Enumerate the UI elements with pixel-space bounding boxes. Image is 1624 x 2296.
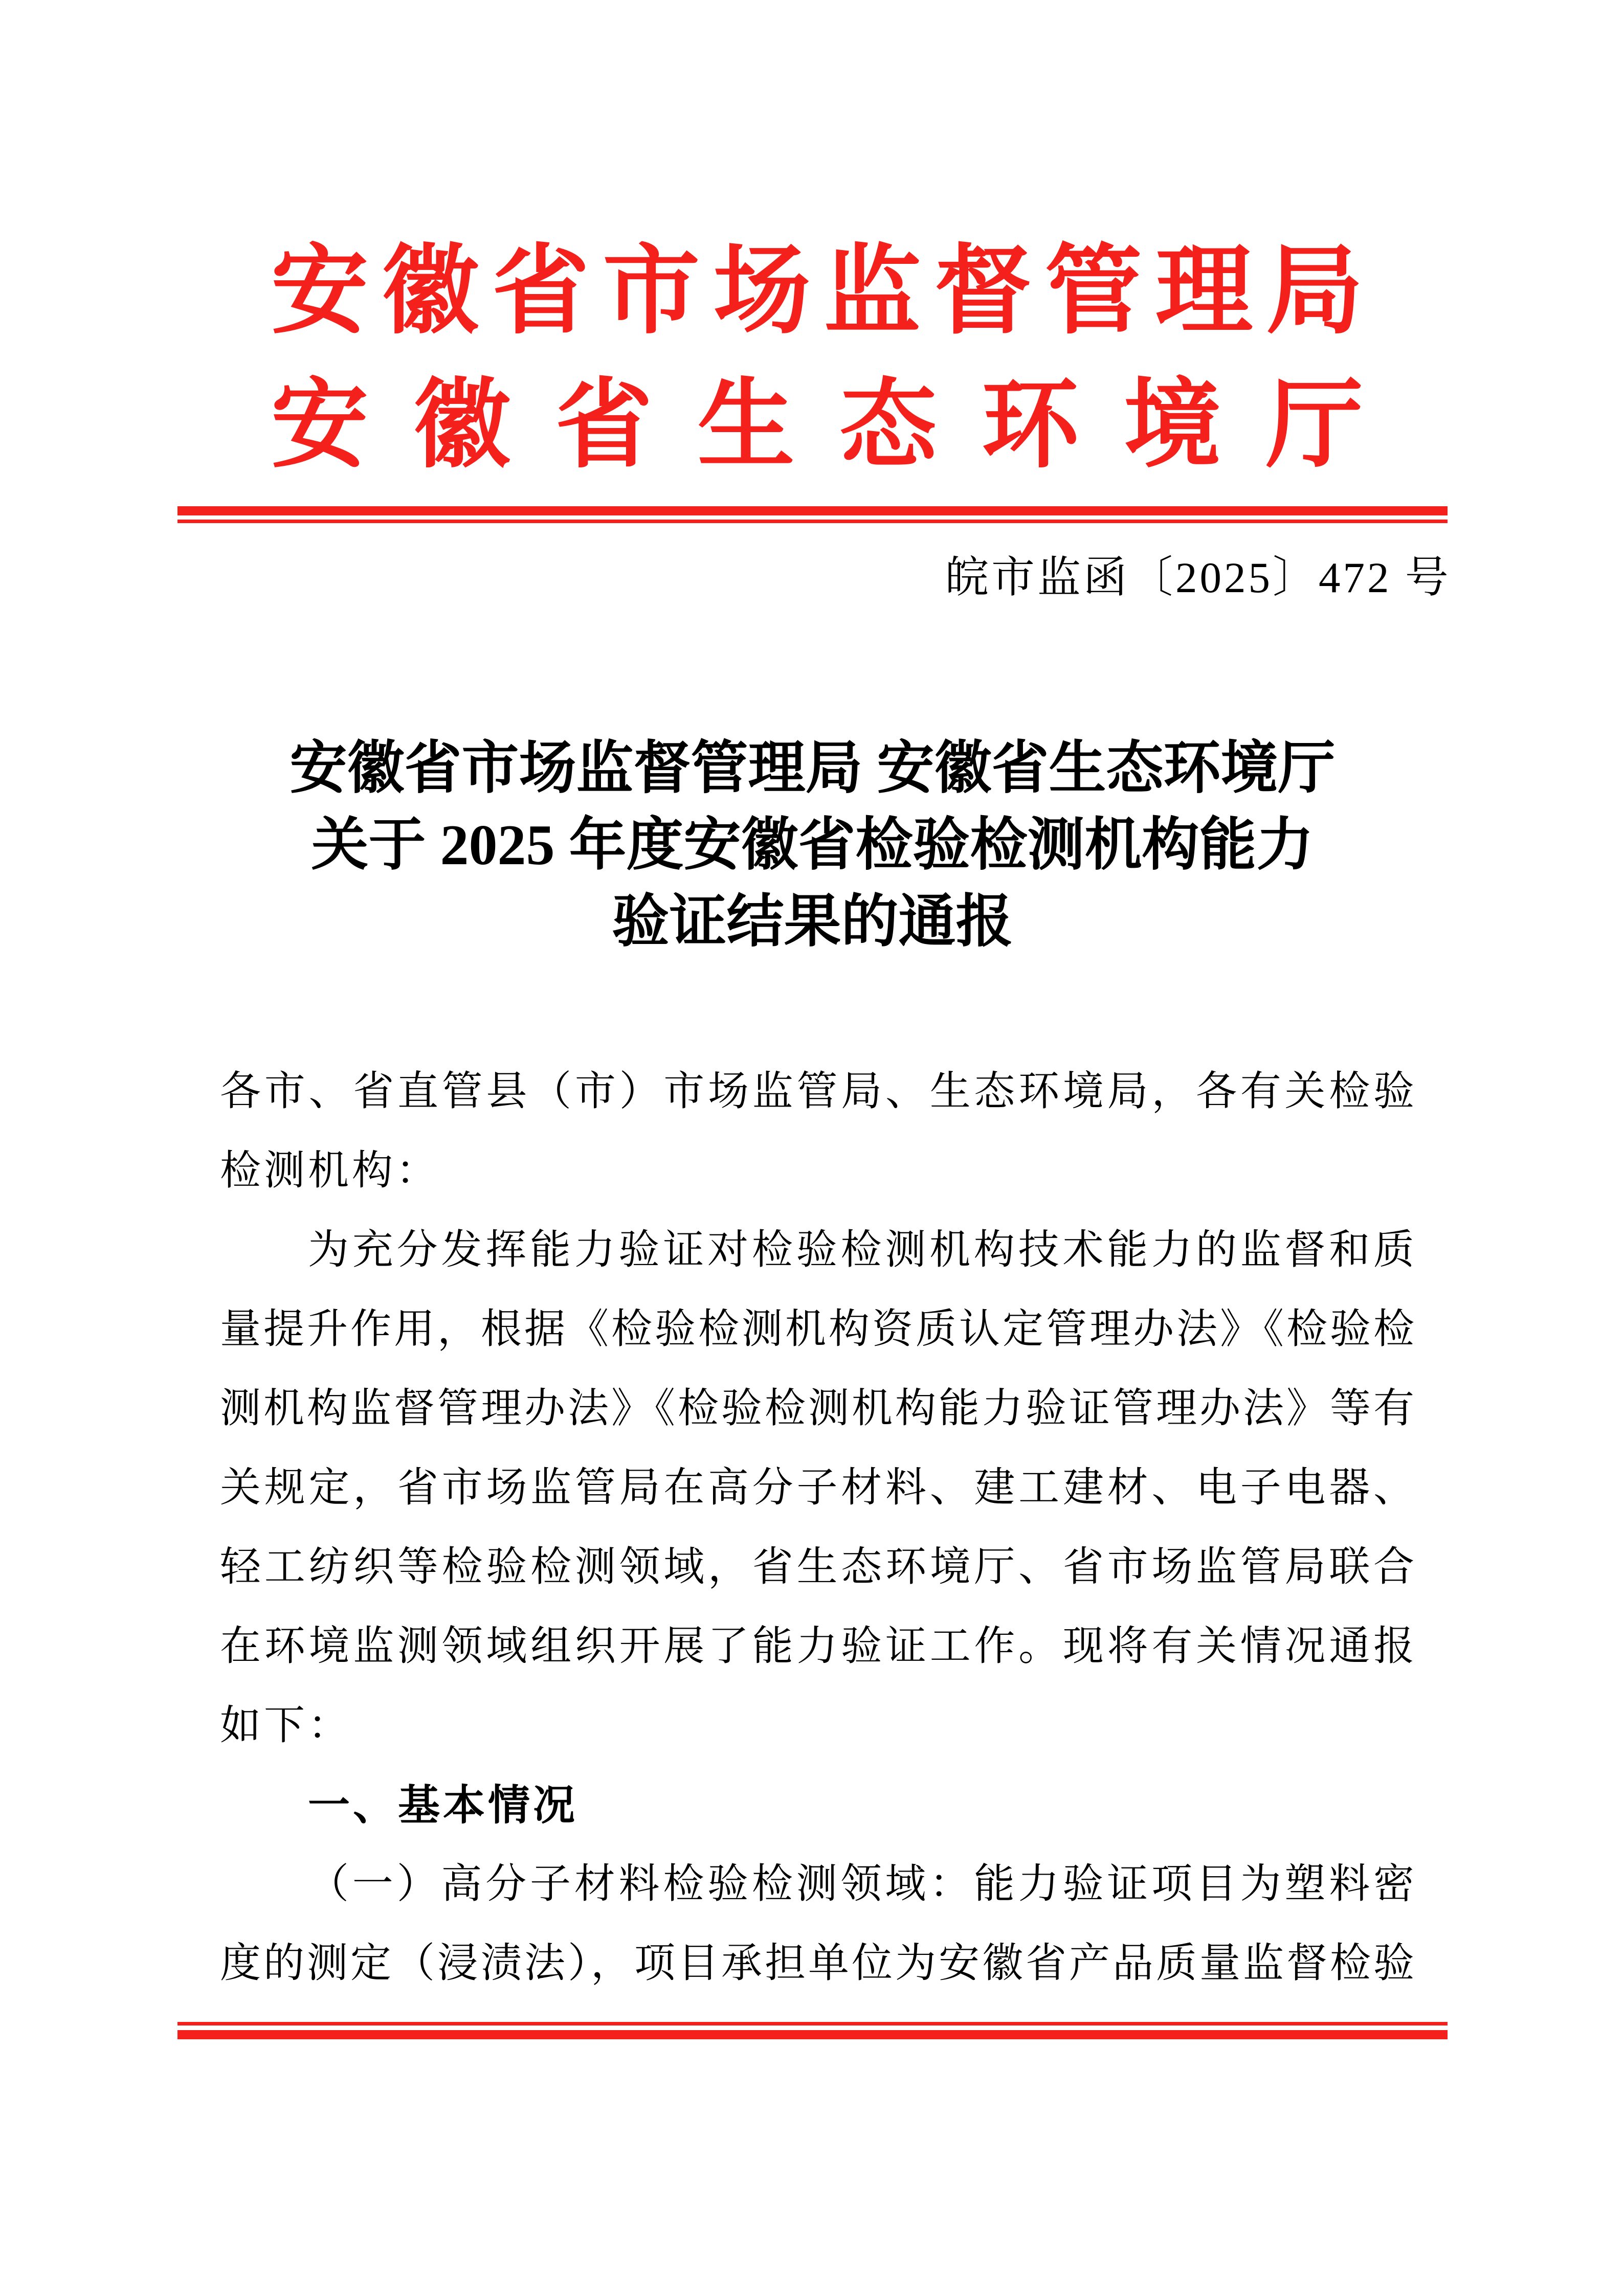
document-number: 皖市监函〔2025〕472 号 <box>945 554 1451 602</box>
body-line: 轻工纺织等检验检测领域，省生态环境厅、省市场监管局联合 <box>220 1545 1414 1590</box>
body-line: 各市、省直管县（市）市场监管局、生态环境局，各有关检验 <box>220 1069 1414 1114</box>
body-line: 为充分发挥能力验证对检验检测机构技术能力的监督和质 <box>308 1228 1414 1273</box>
body-line: 度的测定（浸渍法），项目承担单位为安徽省产品质量监督检验 <box>220 1941 1414 1986</box>
body-line: 如下： <box>220 1703 352 1748</box>
title-line-3: 验证结果的通报 <box>612 890 1013 954</box>
top-rule-thick <box>177 506 1448 515</box>
body-line: 在环境监测领域组织开展了能力验证工作。现将有关情况通报 <box>220 1624 1414 1669</box>
title-line-2: 关于 2025 年度安徽省检验检测机构能力 <box>311 814 1314 877</box>
body-line: （一）高分子材料检验检测领域：能力验证项目为塑料密 <box>308 1862 1414 1907</box>
top-rule-thin <box>177 520 1448 523</box>
title-line-1: 安徽省市场监督管理局 安徽省生态环境厅 <box>290 737 1336 800</box>
body-line: 检测机构： <box>220 1149 440 1194</box>
body-text <box>220 1052 1414 2004</box>
body-line: 关规定，省市场监管局在高分子材料、建工建材、电子电器、 <box>220 1466 1414 1511</box>
agency-name-line-1: 安徽省市场监督管理局 <box>271 238 1363 346</box>
body-line: 测机构监督管理办法》《检验检测机构能力验证管理办法》等有 <box>220 1386 1414 1431</box>
section-heading: 一、基本情况 <box>308 1782 579 1829</box>
agency-name-line-2: 安徽省生态环境厅 <box>271 372 1363 480</box>
body-line: 量提升作用，根据《检验检测机构资质认定管理办法》《检验检 <box>220 1307 1414 1352</box>
letterhead <box>271 225 1363 493</box>
bottom-rule-thick <box>177 2030 1448 2039</box>
document-title <box>177 730 1448 960</box>
bottom-rule-thin <box>177 2022 1448 2025</box>
